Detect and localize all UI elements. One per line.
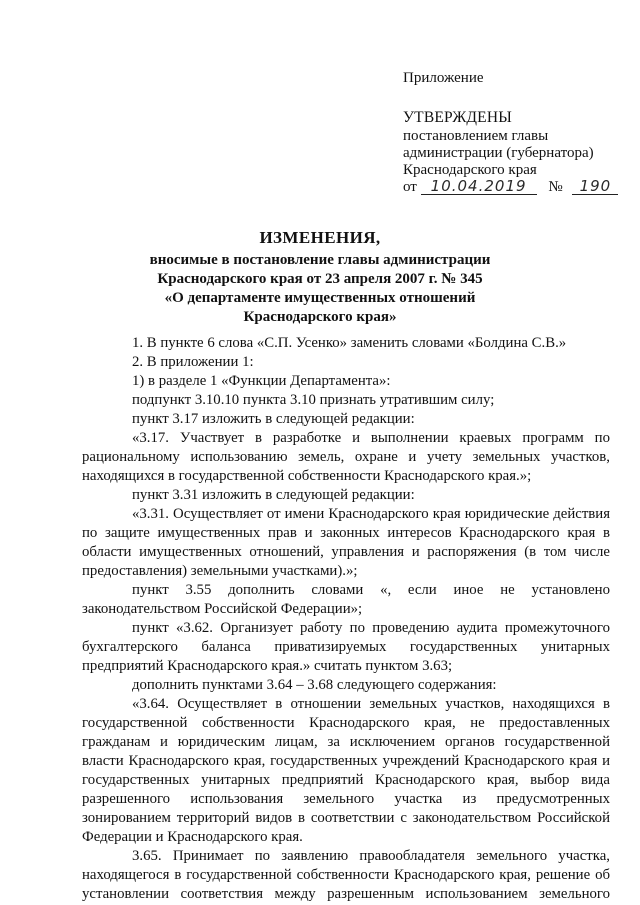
approval-line: постановлением главы [403,128,549,144]
paragraph: пункт 3.17 изложить в следующей редакции: [132,411,415,427]
paragraph: 1) в разделе 1 «Функции Департамента»: [132,373,391,389]
date-line [403,179,628,196]
title-line: вносимые в постановление главы администрации [149,252,491,268]
handwritten-number: 190 [572,179,618,195]
approved-label: УТВЕРЖДЕНЫ [403,109,512,126]
title-line: Краснодарского края от 23 апреля 2007 г. № 345 [157,271,483,287]
approval-line: Краснодарского края [403,162,537,178]
paragraph: пункт 3.55 дополнить словами «, если иное не установлено законодательством Российской Федерации»; [82,582,610,617]
paragraph: пункт 3.31 изложить в следующей редакции: [132,487,415,503]
title-heading: ИЗМЕНЕНИЯ, [259,228,381,247]
paragraph: 3.65. Принимает по заявлению правообладателя земельного участка, находящегося в государственной собственности Краснодарского края, решение об установлении соответствия между разрешенным использованием земельного [82,848,610,902]
title-line: «О департаменте имущественных отношений [164,290,476,306]
title-line: Краснодарского края» [243,309,397,325]
document-title [40,228,600,327]
approval-block [403,70,628,211]
number-sign: № [548,179,563,195]
paragraph: 1. В пункте 6 слова «С.П. Усенко» заменить словами «Болдина С.В.» [132,335,567,351]
handwritten-date: 10.04.2019 [421,179,537,195]
paragraph: «3.31. Осуществляет от имени Краснодарского края юридические действия по защите имущественных прав и законных интересов Краснодарского края в области имущественных отношений, управления и распоряжения (в том числе предоставления) земельными участками).»; [82,506,610,579]
paragraph: «3.64. Осуществляет в отношении земельных участков, находящихся в государственной собственности Краснодарского края, не предоставленных гражданам и юридическим лицам, за исключением органов государственной власти Краснодарского края, государственных учреждений Краснодарского края и государственных унитарных предприятий Краснодарского края, выбор вида разрешенного использования земельного участка из предусмотренных зонированием территорий видов в соответствии с законодательством Российской Федерации и Краснодарского края. [82,696,610,845]
paragraph: «3.17. Участвует в разработке и выполнении краевых программ по рациональному использованию земель, охране и учету земельных участков, находящихся в государственной собственности Краснодарского края.»; [82,430,610,484]
date-prefix: от [403,179,417,195]
paragraph: 2. В приложении 1: [132,354,254,370]
paragraph: дополнить пунктами 3.64 – 3.68 следующего содержания: [132,677,497,693]
paragraph: пункт «3.62. Организует работу по проведению аудита промежуточного бухгалтерского баланса приватизируемых государственных унитарных предприятий Краснодарского края.» считать пунктом 3.63; [82,620,610,674]
approval-line: администрации (губернатора) [403,145,594,161]
paragraph: подпункт 3.10.10 пункта 3.10 признать утратившим силу; [132,392,495,408]
appendix-label: Приложение [403,70,484,86]
document-body [82,334,610,904]
